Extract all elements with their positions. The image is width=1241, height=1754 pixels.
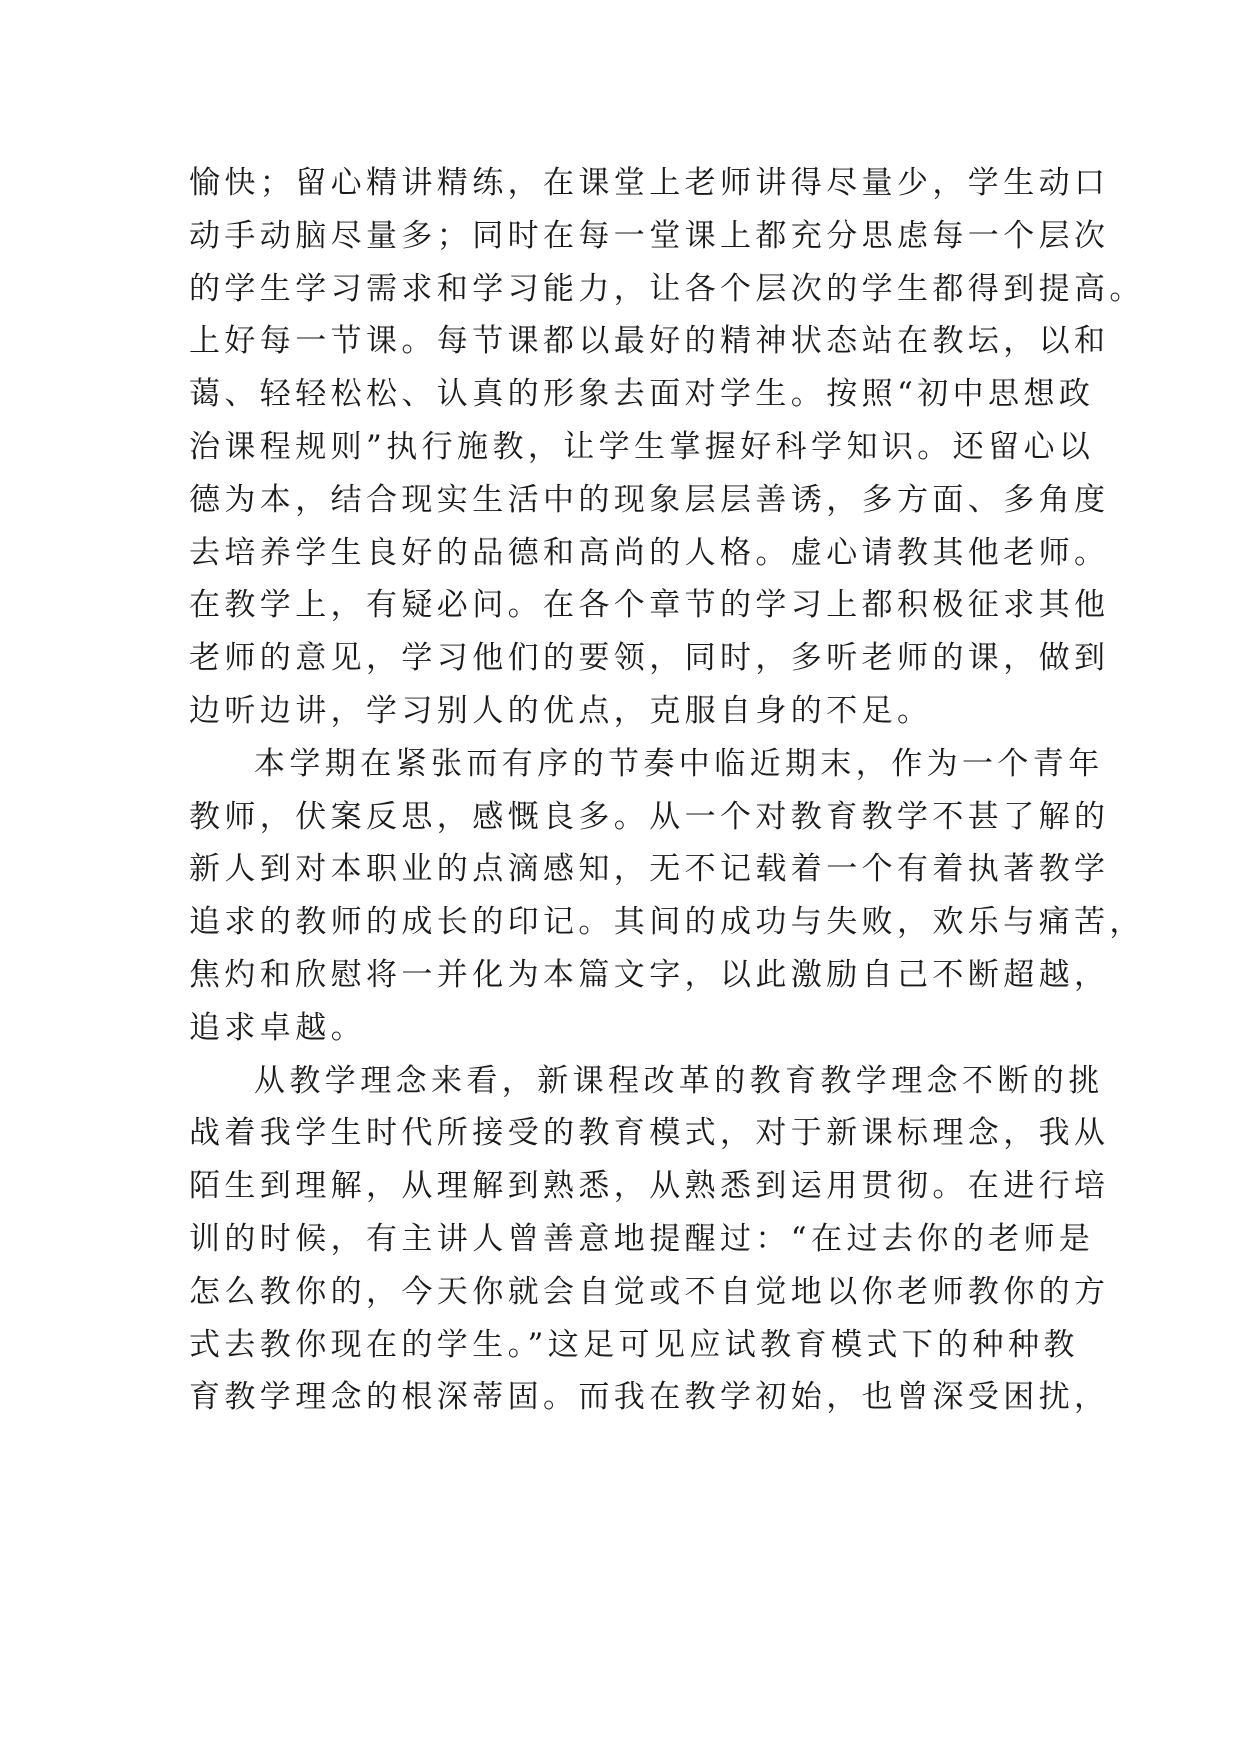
paragraph-first-line: 本学期在紧张而有序的节奏中临近期末，作为一个青年 — [254, 745, 1104, 782]
text-line: 教师，伏案反思，感慨良多。从一个对教育教学不甚了解的 — [189, 798, 1110, 835]
text-line: 式去教你现在的学生。”这足可见应试教育模式下的种种教 — [189, 1326, 1079, 1363]
body-text — [189, 157, 1145, 1424]
text-line: 老师的意见，学习他们的要领，同时，多听老师的课，做到 — [189, 640, 1110, 677]
text-line: 怎么教你的，今天你就会自觉或不自觉地以你老师教你的方 — [189, 1273, 1110, 1310]
text-line: 陌生到理解，从理解到熟悉，从熟悉到运用贯彻。在进行培 — [189, 1168, 1110, 1205]
text-line: 的学生学习需求和学习能力，让各个层次的学生都得到提高。 — [189, 270, 1145, 307]
text-line: 焦灼和欣慰将一并化为本篇文字，以此激励自己不断超越， — [189, 956, 1110, 993]
text-line: 愉快；留心精讲精练，在课堂上老师讲得尽量少，学生动口 — [189, 165, 1110, 201]
text-line: 治课程规则”执行施教，让学生掌握好科学知识。还留心以 — [189, 428, 1095, 465]
text-line: 新人到对本职业的点滴感知，无不记载着一个有着执著教学 — [189, 851, 1110, 888]
text-line: 德为本，结合现实生活中的现象层层善诱，多方面、多角度 — [189, 481, 1110, 518]
text-line: 战着我学生时代所接受的教育模式，对于新课标理念，我从 — [189, 1115, 1110, 1152]
text-line: 在教学上，有疑必问。在各个章节的学习上都积极征求其他 — [189, 587, 1110, 624]
text-line: 追求的教师的成长的印记。其间的成功与失败，欢乐与痛苦， — [189, 904, 1145, 941]
text-line: 追求卓越。 — [189, 1009, 366, 1046]
text-line: 上好每一节课。每节课都以最好的精神状态站在教坛，以和 — [189, 323, 1110, 360]
text-line: 动手动脑尽量多；同时在每一堂课上都充分思虑每一个层次 — [189, 217, 1110, 254]
text-line: 蔼、轻轻松松、认真的形象去面对学生。按照“初中思想政 — [189, 376, 1095, 413]
text-line: 去培养学生良好的品德和高尚的人格。虚心请教其他老师。 — [189, 534, 1110, 571]
text-line: 边听边讲，学习别人的优点，克服自身的不足。 — [189, 692, 933, 729]
text-line: 育教学理念的根深蒂固。而我在教学初始，也曾深受困扰， — [189, 1379, 1110, 1416]
paragraph-first-line: 从教学理念来看，新课程改革的教育教学理念不断的挑 — [254, 1062, 1104, 1099]
text-line: 训的时候，有主讲人曾善意地提醒过：“在过去你的老师是 — [189, 1220, 1095, 1257]
